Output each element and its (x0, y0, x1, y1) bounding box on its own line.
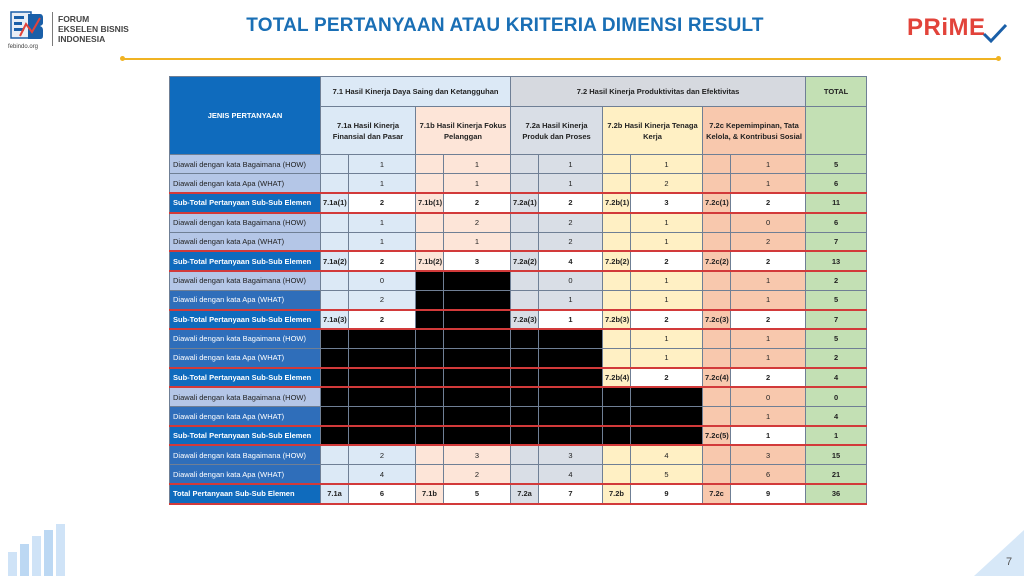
value-cell: 3 (444, 251, 511, 270)
code-cell: 7.2c(1) (703, 193, 731, 212)
code-cell (603, 271, 631, 290)
value-cell: 2 (731, 232, 806, 251)
sub-header-7-2b: 7.2b Hasil Kinerja Tenaga Kerja (603, 107, 703, 155)
value-cell (444, 290, 511, 309)
code-cell: 7.2a(3) (511, 310, 539, 329)
code-cell (511, 290, 539, 309)
code-cell (603, 445, 631, 464)
value-cell: 1 (731, 174, 806, 193)
code-cell: 7.2c(4) (703, 368, 731, 387)
code-cell (511, 445, 539, 464)
row-label-how: Diawali dengan kata Bagaimana (HOW) (170, 213, 321, 232)
page-number: 7 (1006, 556, 1013, 568)
total-cell: 4 (806, 368, 867, 387)
value-cell: 1 (349, 155, 416, 174)
table-row (170, 310, 867, 329)
value-cell: 0 (731, 387, 806, 406)
org-name-line: FORUM (58, 14, 90, 24)
total-cell: 36 (806, 484, 867, 503)
febindo-mark-icon (10, 10, 44, 42)
code-cell (416, 329, 444, 348)
code-cell (703, 155, 731, 174)
value-cell: 1 (731, 155, 806, 174)
total-cell: 7 (806, 310, 867, 329)
value-cell (539, 407, 603, 426)
row-label-how: Diawali dengan kata Bagaimana (HOW) (170, 329, 321, 348)
value-cell (444, 310, 511, 329)
row-label-subtotal: Sub-Total Pertanyaan Sub-Sub Elemen (170, 251, 321, 270)
code-cell: 7.2c (703, 484, 731, 503)
col-header-total: TOTAL (806, 77, 867, 107)
code-cell (416, 368, 444, 387)
value-cell: 1 (731, 426, 806, 445)
code-cell (321, 271, 349, 290)
row-label-subtotal: Sub-Total Pertanyaan Sub-Sub Elemen (170, 310, 321, 329)
code-cell (703, 329, 731, 348)
value-cell (444, 368, 511, 387)
row-label-subtotal: Sub-Total Pertanyaan Sub-Sub Elemen (170, 368, 321, 387)
value-cell (539, 368, 603, 387)
code-cell (416, 174, 444, 193)
value-cell: 4 (539, 465, 603, 484)
table-row (170, 193, 867, 212)
value-cell: 1 (539, 155, 603, 174)
sub-header-7-2c: 7.2c Kepemimpinan, Tata Kelola, & Kontribusi Sosial (703, 107, 806, 155)
total-cell: 21 (806, 465, 867, 484)
total-cell: 13 (806, 251, 867, 270)
value-cell: 1 (539, 310, 603, 329)
value-cell: 3 (631, 193, 703, 212)
table-row (170, 251, 867, 270)
value-cell (349, 329, 416, 348)
code-cell (511, 387, 539, 406)
value-cell: 2 (539, 213, 603, 232)
total-cell: 5 (806, 329, 867, 348)
row-label-how: Diawali dengan kata Bagaimana (HOW) (170, 445, 321, 464)
table-row (170, 232, 867, 251)
code-cell: 7.1b (416, 484, 444, 503)
sub-header-7-2a: 7.2a Hasil Kinerja Produk dan Proses (511, 107, 603, 155)
code-cell (321, 426, 349, 445)
code-cell (703, 387, 731, 406)
value-cell: 2 (349, 193, 416, 212)
table-row (170, 213, 867, 232)
code-cell: 7.1b(2) (416, 251, 444, 270)
table-row (170, 484, 867, 503)
total-cell: 15 (806, 445, 867, 464)
code-cell (321, 465, 349, 484)
value-cell (444, 348, 511, 367)
value-cell (539, 426, 603, 445)
code-cell (321, 232, 349, 251)
code-cell (511, 174, 539, 193)
code-cell: 7.2a(1) (511, 193, 539, 212)
value-cell: 6 (731, 465, 806, 484)
row-label-how: Diawali dengan kata Bagaimana (HOW) (170, 271, 321, 290)
value-cell: 2 (631, 310, 703, 329)
total-cell: 2 (806, 348, 867, 367)
code-cell (416, 310, 444, 329)
value-cell: 2 (444, 465, 511, 484)
table-row (170, 329, 867, 348)
code-cell (703, 445, 731, 464)
code-cell (321, 174, 349, 193)
group-header-7-2: 7.2 Hasil Kinerja Produktivitas dan Efektivitas (511, 77, 806, 107)
value-cell: 4 (539, 251, 603, 270)
code-cell (416, 155, 444, 174)
code-cell (416, 271, 444, 290)
total-cell: 4 (806, 407, 867, 426)
code-cell: 7.2b(3) (603, 310, 631, 329)
row-label-subtotal: Sub-Total Pertanyaan Sub-Sub Elemen (170, 426, 321, 445)
org-site: febindo.org (8, 44, 39, 50)
criteria-table (169, 76, 867, 505)
value-cell: 2 (631, 368, 703, 387)
code-cell (416, 348, 444, 367)
value-cell (444, 407, 511, 426)
value-cell: 1 (444, 174, 511, 193)
value-cell (631, 426, 703, 445)
value-cell: 1 (631, 213, 703, 232)
value-cell: 0 (349, 271, 416, 290)
value-cell: 1 (731, 290, 806, 309)
org-name-line: EKSELEN BISNIS (58, 24, 129, 34)
sub-header-7-1b: 7.1b Hasil Kinerja Fokus Pelanggan (416, 107, 511, 155)
value-cell: 2 (444, 213, 511, 232)
group-header-7-1: 7.1 Hasil Kinerja Daya Saing dan Ketangguhan (321, 77, 511, 107)
value-cell (539, 387, 603, 406)
table-row (170, 465, 867, 484)
value-cell: 5 (631, 465, 703, 484)
value-cell (349, 387, 416, 406)
code-cell (703, 348, 731, 367)
value-cell: 2 (631, 174, 703, 193)
row-label-total: Total Pertanyaan Sub-Sub Elemen (170, 484, 321, 503)
col-header-jenis: JENIS PERTANYAAN (170, 77, 321, 155)
code-cell (603, 329, 631, 348)
code-cell (511, 465, 539, 484)
code-cell: 7.2c(2) (703, 251, 731, 270)
value-cell: 7 (539, 484, 603, 503)
total-cell: 1 (806, 426, 867, 445)
value-cell (631, 387, 703, 406)
table-row (170, 155, 867, 174)
table-row (170, 387, 867, 406)
code-cell (416, 387, 444, 406)
code-cell (703, 174, 731, 193)
value-cell: 1 (731, 407, 806, 426)
value-cell: 3 (444, 445, 511, 464)
code-cell (416, 290, 444, 309)
code-cell (321, 407, 349, 426)
code-cell (511, 329, 539, 348)
code-cell (703, 290, 731, 309)
value-cell: 0 (731, 213, 806, 232)
table-row (170, 368, 867, 387)
prime-logo: PRiME (907, 14, 986, 41)
row-label-how: Diawali dengan kata Bagaimana (HOW) (170, 155, 321, 174)
value-cell: 0 (539, 271, 603, 290)
code-cell (511, 271, 539, 290)
value-cell: 1 (631, 329, 703, 348)
value-cell: 6 (349, 484, 416, 503)
code-cell (603, 174, 631, 193)
code-cell (416, 232, 444, 251)
value-cell (349, 348, 416, 367)
row-label-subtotal: Sub-Total Pertanyaan Sub-Sub Elemen (170, 193, 321, 212)
value-cell: 1 (444, 155, 511, 174)
value-cell: 2 (539, 232, 603, 251)
code-cell: 7.1b(1) (416, 193, 444, 212)
table-row (170, 426, 867, 445)
total-cell: 5 (806, 290, 867, 309)
value-cell: 2 (731, 310, 806, 329)
page-corner-icon (964, 530, 1024, 576)
table-row (170, 271, 867, 290)
value-cell: 1 (539, 290, 603, 309)
code-cell (603, 407, 631, 426)
value-cell (444, 329, 511, 348)
table-row (170, 290, 867, 309)
value-cell: 2 (731, 193, 806, 212)
row-label-how: Diawali dengan kata Bagaimana (HOW) (170, 387, 321, 406)
code-cell (416, 426, 444, 445)
code-cell: 7.2a (511, 484, 539, 503)
code-cell (703, 271, 731, 290)
value-cell: 2 (349, 445, 416, 464)
row-label-what: Diawali dengan kata Apa (WHAT) (170, 232, 321, 251)
code-cell (416, 407, 444, 426)
total-cell: 2 (806, 271, 867, 290)
code-cell (321, 445, 349, 464)
value-cell: 1 (731, 348, 806, 367)
org-name (58, 14, 129, 44)
value-cell (444, 387, 511, 406)
code-cell (321, 290, 349, 309)
code-cell: 7.1a (321, 484, 349, 503)
value-cell (349, 407, 416, 426)
org-name-line: INDONESIA (58, 34, 106, 44)
value-cell: 3 (539, 445, 603, 464)
row-label-what: Diawali dengan kata Apa (WHAT) (170, 348, 321, 367)
decorative-bars-icon (8, 522, 88, 576)
value-cell: 1 (631, 155, 703, 174)
total-cell: 6 (806, 174, 867, 193)
code-cell (603, 387, 631, 406)
value-cell: 2 (631, 251, 703, 270)
title-rule (122, 58, 998, 60)
value-cell: 1 (631, 290, 703, 309)
code-cell: 7.1a(1) (321, 193, 349, 212)
value-cell: 1 (631, 271, 703, 290)
code-cell (416, 445, 444, 464)
value-cell: 4 (631, 445, 703, 464)
code-cell (416, 213, 444, 232)
total-cell: 0 (806, 387, 867, 406)
code-cell (703, 232, 731, 251)
rule-dot (120, 56, 125, 61)
code-cell: 7.2c(5) (703, 426, 731, 445)
code-cell (511, 426, 539, 445)
code-cell (603, 155, 631, 174)
code-cell (321, 387, 349, 406)
value-cell: 1 (444, 232, 511, 251)
code-cell: 7.1a(3) (321, 310, 349, 329)
value-cell: 1 (539, 174, 603, 193)
table-row (170, 445, 867, 464)
value-cell (539, 329, 603, 348)
code-cell (511, 368, 539, 387)
row-label-what: Diawali dengan kata Apa (WHAT) (170, 174, 321, 193)
row-label-what: Diawali dengan kata Apa (WHAT) (170, 465, 321, 484)
value-cell (349, 426, 416, 445)
code-cell (321, 155, 349, 174)
table-row (170, 174, 867, 193)
code-cell: 7.2b (603, 484, 631, 503)
total-cell: 5 (806, 155, 867, 174)
code-cell (511, 213, 539, 232)
code-cell (603, 213, 631, 232)
slide-title: TOTAL PERTANYAAN ATAU KRITERIA DIMENSI RESULT (246, 15, 764, 36)
value-cell: 1 (731, 271, 806, 290)
table-row (170, 407, 867, 426)
code-cell (511, 348, 539, 367)
checkmark-icon (982, 22, 1008, 44)
value-cell: 4 (349, 465, 416, 484)
code-cell (321, 348, 349, 367)
rule-dot (996, 56, 1001, 61)
value-cell: 9 (631, 484, 703, 503)
table-row (170, 348, 867, 367)
code-cell (511, 407, 539, 426)
code-cell (321, 368, 349, 387)
value-cell: 1 (349, 232, 416, 251)
value-cell: 2 (349, 251, 416, 270)
code-cell: 7.2b(2) (603, 251, 631, 270)
value-cell (349, 368, 416, 387)
value-cell: 1 (349, 174, 416, 193)
code-cell (603, 348, 631, 367)
row-label-what: Diawali dengan kata Apa (WHAT) (170, 407, 321, 426)
code-cell: 7.2b(4) (603, 368, 631, 387)
value-cell: 1 (731, 329, 806, 348)
value-cell: 1 (631, 348, 703, 367)
code-cell (511, 232, 539, 251)
value-cell (444, 271, 511, 290)
value-cell: 1 (631, 232, 703, 251)
code-cell: 7.2b(1) (603, 193, 631, 212)
value-cell: 2 (731, 368, 806, 387)
value-cell: 2 (444, 193, 511, 212)
code-cell (703, 465, 731, 484)
value-cell (444, 426, 511, 445)
value-cell: 2 (349, 310, 416, 329)
value-cell: 3 (731, 445, 806, 464)
code-cell (321, 329, 349, 348)
value-cell (631, 407, 703, 426)
code-cell (603, 232, 631, 251)
code-cell (603, 465, 631, 484)
total-cell: 7 (806, 232, 867, 251)
total-header-blank (806, 107, 867, 155)
row-label-what: Diawali dengan kata Apa (WHAT) (170, 290, 321, 309)
value-cell: 1 (349, 213, 416, 232)
value-cell: 9 (731, 484, 806, 503)
code-cell: 7.2a(2) (511, 251, 539, 270)
code-cell (603, 290, 631, 309)
code-cell (603, 426, 631, 445)
code-cell (703, 213, 731, 232)
value-cell: 5 (444, 484, 511, 503)
code-cell: 7.2c(3) (703, 310, 731, 329)
code-cell (511, 155, 539, 174)
code-cell (416, 465, 444, 484)
code-cell (703, 407, 731, 426)
value-cell (539, 348, 603, 367)
sub-header-7-1a: 7.1a Hasil Kinerja Finansial dan Pasar (321, 107, 416, 155)
code-cell: 7.1a(2) (321, 251, 349, 270)
code-cell (321, 213, 349, 232)
value-cell: 2 (731, 251, 806, 270)
total-cell: 11 (806, 193, 867, 212)
febindo-logo (6, 6, 156, 54)
value-cell: 2 (349, 290, 416, 309)
total-cell: 6 (806, 213, 867, 232)
value-cell: 2 (539, 193, 603, 212)
logo-divider (52, 12, 53, 46)
